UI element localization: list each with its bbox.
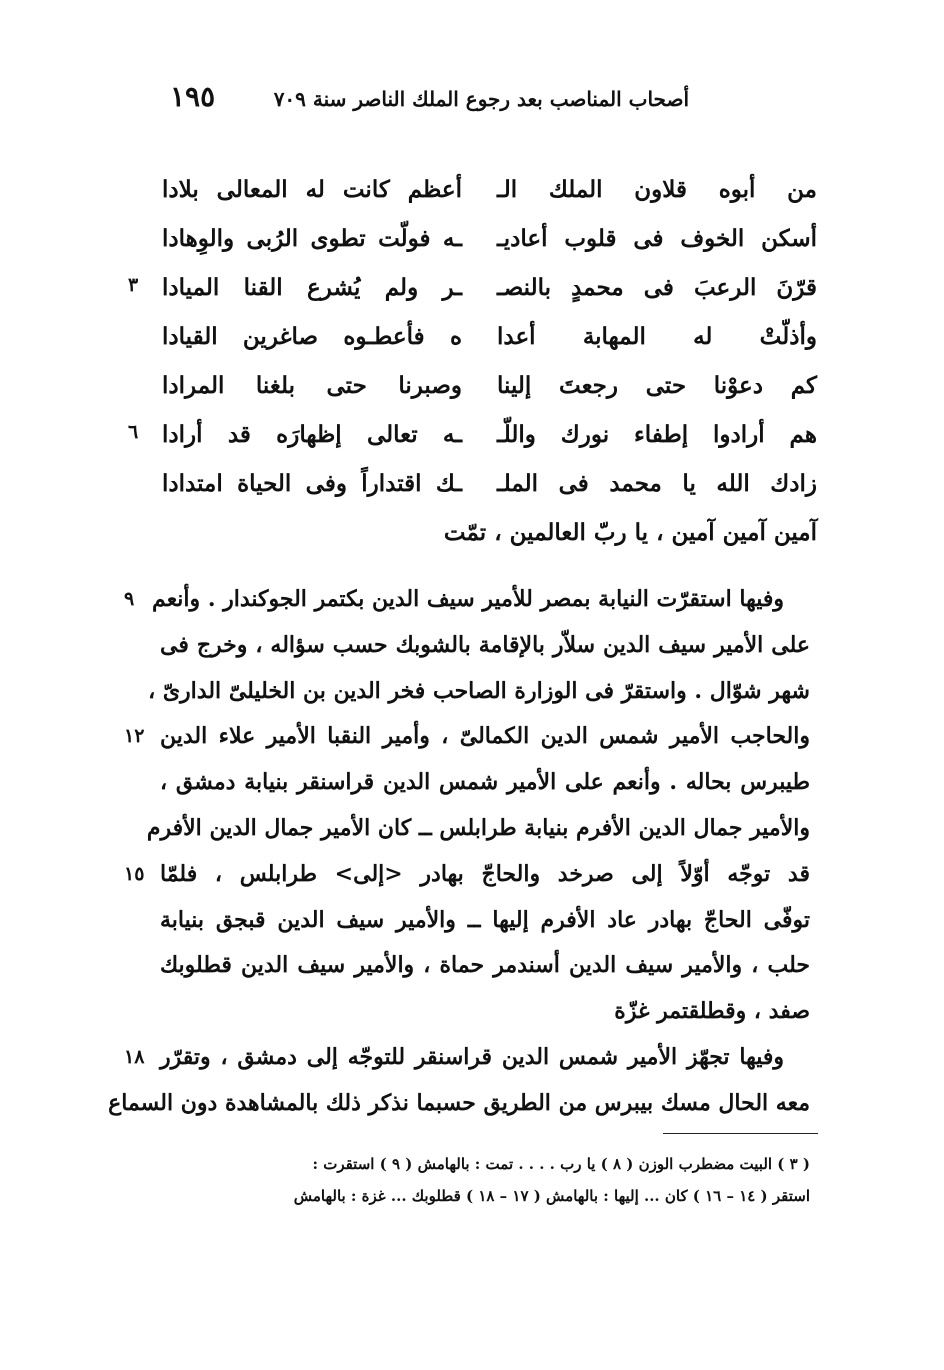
verse-first-hemistich: هم أرادوا إطفاء نورك واللّـ (497, 421, 817, 448)
footnote-line: استقر ( ١٤ – ١٦ ) كان ... إليها : بالهامش ( ١٧ – ١٨ ) قطلوبك ... غزة : بالهامش (293, 1187, 810, 1205)
prose-line (160, 943, 810, 989)
prose-line-text: حلب ، والأمير سيف الدين أسندمر حماة ، والأمير سيف الدين قطلوبك (160, 952, 810, 979)
verse-second-hemistich: ـه فولّت تطوى الرُبى والوِهادا (162, 225, 462, 252)
poem-closing-text: آمين آمين آمين ، يا ربّ العالمين ، تمّت (443, 519, 817, 546)
prose-line-text: شهر شوّال . واستقرّ فى الوزارة الصاحب فخر الدين بن الخليلىّ الدارىّ ، (148, 677, 810, 704)
line-number: ١٨ (124, 1045, 145, 1068)
verse-second-hemistich: أعظم كانت له المعالى بلادا (162, 176, 462, 203)
verse-second-hemistich: ـه تعالى إظهارَه قد أرادا (162, 421, 462, 448)
line-number: ١٢ (124, 725, 145, 748)
prose-line (124, 1035, 810, 1081)
verse-second-hemistich: ـك اقتداراً وفى الحياة امتدادا (162, 470, 462, 497)
prose-line-text: توفّى الحاجّ بهادر عاد الأفرم إليها ــ والأمير سيف الدين قبجق بنيابة (160, 906, 810, 933)
verse-second-hemistich: ه فأعطـوه صاغرين القيادا (162, 323, 462, 350)
prose-line-text: طيبرس بحاله . وأنعم على الأمير شمس الدين قراسنقر بنيابة دمشق ، (160, 769, 810, 796)
prose-line-text: وفيها تجهّز الأمير شمس الدين قراسنقر للتوجّه إلى دمشق ، وتقرّر (160, 1043, 784, 1070)
verse-first-hemistich: وأذلّتْ له المهابة أعدا (497, 323, 817, 350)
poem-verse (162, 364, 817, 413)
running-title: أصحاب المناصب بعد رجوع الملك الناصر سنة ٧٠٩ (273, 87, 689, 111)
prose-line (146, 806, 810, 852)
line-number: ٩ (124, 588, 135, 610)
poem-verse (128, 413, 817, 462)
poem-verse (162, 462, 817, 511)
prose-line-text: قد توجّه أوّلاً إلى صرخد والحاجّ بهادر <إلى> طرابلس ، فلمّا (160, 860, 810, 887)
prose-line-text: والأمير جمال الدين الأفرم بنيابة طرابلس ــ كان الأمير جمال الدين الأفرم (146, 814, 810, 841)
prose-line-text: صفد ، وقطلقتمر غزّة (614, 998, 810, 1025)
verse-first-hemistich: كم دعوْنا حتى رجعتَ إلينا (497, 372, 817, 399)
poem-verse (162, 217, 817, 266)
footnote-line: ( ٣ ) البيت مضطرب الوزن ( ٨ ) يا رب . . . . تمت : بالهامش ( ٩ ) استقرت : (312, 1155, 810, 1173)
poem-verse (162, 168, 817, 217)
prose-line (160, 989, 810, 1035)
poem-closing-line (162, 511, 817, 561)
verse-first-hemistich: من أبوه قلاون الملك الـ (497, 176, 817, 203)
prose-line (108, 1081, 810, 1127)
verse-first-hemistich: زادك الله يا محمد فى الملـ (497, 470, 817, 497)
prose-line (124, 577, 810, 623)
poem (128, 168, 817, 561)
page-header (170, 80, 689, 120)
poem-verse (162, 315, 817, 364)
line-number: ٦ (128, 421, 139, 443)
footnotes (160, 1148, 810, 1212)
prose-line-text: والحاجب الأمير شمس الدين الكمالىّ ، وأمير النقبا الأمير علاء الدين (160, 723, 810, 750)
verse-first-hemistich: قرّنَ الرعبَ فى محمدٍ بالنصـ (497, 274, 817, 301)
verse-first-hemistich: أسكن الخوف فى قلوب أعاديـ (497, 225, 817, 252)
poem-verse (128, 266, 817, 315)
prose-line (160, 623, 810, 669)
line-number: ٣ (128, 274, 139, 296)
prose-line-text: معه الحال مسك بيبرس من الطريق حسبما نذكر ذلك بالمشاهدة دون السماع (108, 1089, 810, 1116)
footnote-separator (663, 1133, 818, 1134)
verse-second-hemistich: ـر ولم يُشرع القنا الميادا (162, 274, 462, 301)
prose-line (148, 669, 810, 715)
prose-line-text: على الأمير سيف الدين سلاّر بالإقامة بالشوبك حسب سؤاله ، وخرج فى (160, 631, 810, 658)
line-number: ١٥ (124, 862, 145, 885)
prose-line (124, 852, 810, 898)
prose-line (124, 714, 810, 760)
prose-body (108, 577, 810, 1127)
prose-line (160, 760, 810, 806)
prose-line-text: وفيها استقرّت النيابة بمصر للأمير سيف الدين بكتمر الجوكندار . وأنعم (152, 586, 784, 612)
prose-line (160, 898, 810, 944)
page-number: ١٩٥ (170, 80, 216, 113)
verse-second-hemistich: وصبرنا حتى بلغنا المرادا (162, 372, 462, 399)
